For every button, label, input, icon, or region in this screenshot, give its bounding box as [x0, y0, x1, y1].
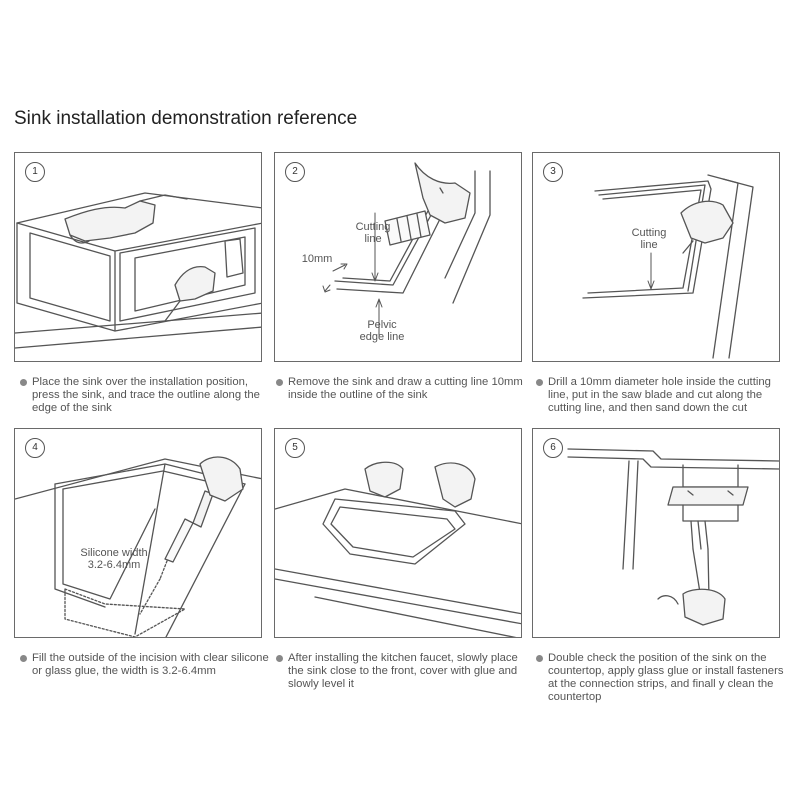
- step-1-illustration: [15, 153, 262, 362]
- step-3-number: 3: [543, 162, 563, 182]
- step-6-illustration: [533, 429, 780, 638]
- step-5-illustration: [275, 429, 522, 638]
- step-2-caption: [276, 376, 526, 402]
- bullet-icon: [276, 379, 283, 386]
- bullet-icon: [20, 379, 27, 386]
- silicone-width-label: Silicone width 3.2-6.4mm: [80, 547, 148, 571]
- cutting-line-label-3: Cutting line: [631, 227, 667, 251]
- step-1-caption-text: Place the sink over the installation position, press the sink, and trace the outline along the edge of the sink: [32, 376, 260, 414]
- step-3-caption-text: Drill a 10mm diameter hole inside the cutting line, put in the saw blade and cut along the cutting line, and then sand down the cut: [548, 376, 771, 414]
- bullet-icon: [536, 655, 543, 662]
- step-2-caption-text: Remove the sink and draw a cutting line 10mm inside the outline of the sink: [288, 376, 523, 401]
- cutting-line-label: Cutting line: [355, 221, 391, 245]
- step-1-number: 1: [25, 162, 45, 182]
- step-4-number: 4: [25, 438, 45, 458]
- step-1-panel: [14, 152, 262, 362]
- step-3-illustration: [533, 153, 780, 362]
- step-3-caption: [536, 376, 794, 415]
- pelvic-edge-line-label: Pelvic edge line: [359, 319, 405, 343]
- bullet-icon: [536, 379, 543, 386]
- step-3-panel: [532, 152, 780, 362]
- step-4-caption-text: Fill the outside of the incision with clear silicone or glass glue, the width is 3.2-6.4mm: [32, 652, 269, 677]
- step-6-caption: [536, 652, 794, 704]
- step-6-caption-text: Double check the position of the sink on the countertop, apply glass glue or install fasteners at the connection strips, and finall y clean the countertop: [548, 652, 784, 703]
- offset-10mm-label: 10mm: [301, 253, 333, 265]
- step-2-number: 2: [285, 162, 305, 182]
- step-4-caption: [20, 652, 270, 678]
- page-title: Sink installation demonstration reference: [14, 108, 358, 129]
- step-4-illustration: [15, 429, 262, 638]
- step-5-caption-text: After installing the kitchen faucet, slowly place the sink close to the front, cover with glue and slowly level it: [288, 652, 518, 690]
- step-5-number: 5: [285, 438, 305, 458]
- bullet-icon: [20, 655, 27, 662]
- step-4-panel: [14, 428, 262, 638]
- step-5-caption: [276, 652, 526, 691]
- step-6-panel: [532, 428, 780, 638]
- step-2-panel: [274, 152, 522, 362]
- step-6-number: 6: [543, 438, 563, 458]
- step-1-caption: [20, 376, 270, 415]
- bullet-icon: [276, 655, 283, 662]
- step-5-panel: [274, 428, 522, 638]
